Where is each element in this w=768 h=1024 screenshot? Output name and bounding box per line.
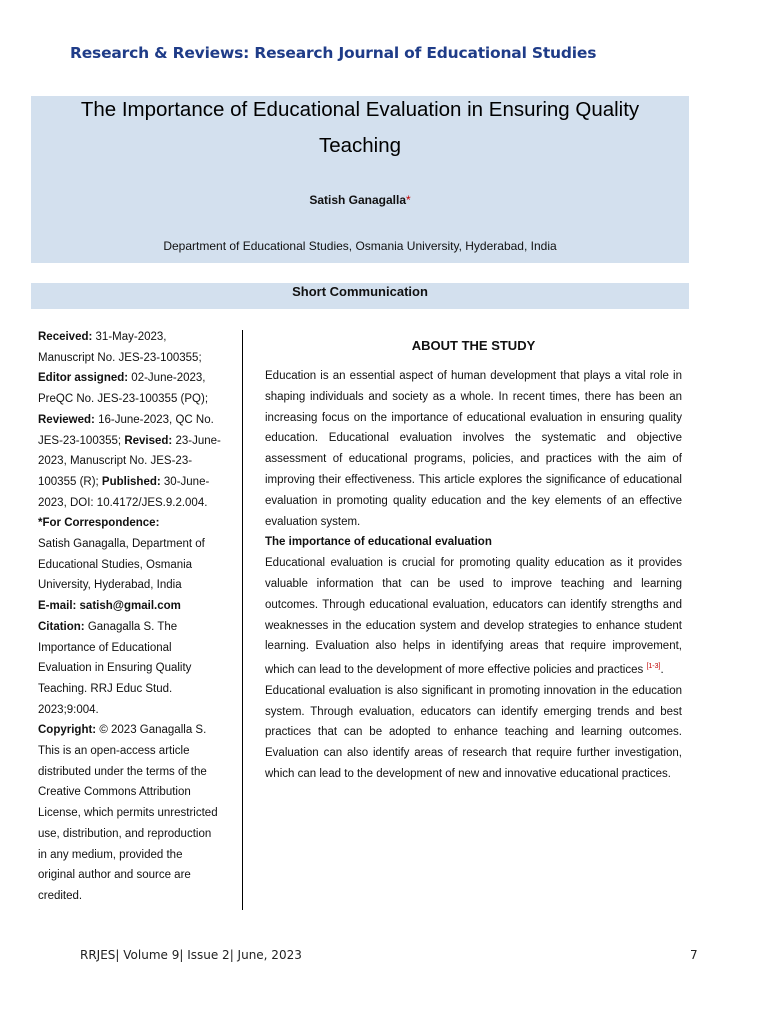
paragraph-innovation: Educational evaluation is also significant in promoting innovation in the education system. Through evaluation, educators can identify emerging trends and best practices that can be adopted to enhance teaching and learning outcomes. Evaluation can also identify areas of research that require further investigation, which can lead to the development of new and innovative educational practices. bbox=[265, 684, 682, 780]
metadata-text: Satish Ganagalla, Department of bbox=[38, 538, 205, 551]
metadata-text: original author and source are bbox=[38, 869, 191, 882]
metadata-row bbox=[38, 865, 234, 886]
paragraph-importance-end: . bbox=[660, 663, 664, 676]
metadata-row bbox=[38, 700, 234, 721]
metadata-label: Copyright: bbox=[38, 724, 97, 737]
paragraph-importance-text: Educational evaluation is crucial for promoting quality education as it provides valuable information that can be used to improve teaching and learning outcomes. Through educational evaluation, educators can identify strengths and weaknesses in the education system and develop strategies to enhance student learning. Evaluation also helps in identifying areas that require improvement, which can lead to the development of more effective policies and practices bbox=[265, 557, 682, 676]
metadata-label: Published: bbox=[98, 475, 161, 488]
metadata-row bbox=[38, 575, 234, 596]
metadata-text: 2023, Manuscript No. JES-23- bbox=[38, 455, 193, 468]
metadata-text: JES-23-100355; bbox=[38, 434, 122, 447]
page-number: 7 bbox=[690, 948, 698, 962]
metadata-row bbox=[38, 782, 234, 803]
journal-name: Research & Reviews: Research Journal of Educational Studies bbox=[70, 44, 597, 62]
metadata-text: PreQC No. JES-23-100355 (PQ); bbox=[38, 393, 209, 406]
metadata-text: 2023;9:004. bbox=[38, 703, 99, 716]
metadata-text: 02-June-2023, bbox=[128, 372, 206, 385]
metadata-label: Revised: bbox=[121, 434, 173, 447]
metadata-row bbox=[38, 327, 234, 348]
article-metadata bbox=[38, 327, 234, 907]
metadata-text: 2023, DOI: 10.4172/JES.9.2.004. bbox=[38, 496, 208, 509]
metadata-row bbox=[38, 596, 234, 617]
metadata-row bbox=[38, 513, 234, 534]
title-block bbox=[31, 96, 689, 263]
metadata-row bbox=[38, 679, 234, 700]
metadata-row bbox=[38, 824, 234, 845]
correspondence-mark[interactable]: * bbox=[406, 193, 411, 207]
article-body bbox=[265, 336, 682, 785]
article-type-banner bbox=[31, 283, 689, 309]
metadata-row bbox=[38, 638, 234, 659]
metadata-text: in any medium, provided the bbox=[38, 848, 183, 861]
metadata-text: University, Hyderabad, India bbox=[38, 579, 182, 592]
metadata-label: Reviewed: bbox=[38, 413, 95, 426]
author-name: Satish Ganagalla bbox=[309, 193, 407, 207]
article-title-line-2: Teaching bbox=[318, 134, 402, 157]
metadata-row bbox=[38, 493, 234, 514]
subsection-heading: The importance of educational evaluation bbox=[265, 536, 492, 549]
metadata-text: Manuscript No. JES-23-100355; bbox=[38, 351, 202, 364]
paragraph-importance bbox=[265, 553, 682, 681]
metadata-row bbox=[38, 720, 234, 741]
metadata-text: License, which permits unrestricted bbox=[38, 807, 218, 820]
metadata-text: credited. bbox=[38, 889, 83, 902]
metadata-text: 23-June- bbox=[172, 434, 221, 447]
metadata-row bbox=[38, 762, 234, 783]
metadata-row bbox=[38, 368, 234, 389]
metadata-row bbox=[38, 534, 234, 555]
metadata-row bbox=[38, 845, 234, 866]
article-type: Short Communication bbox=[292, 284, 428, 299]
metadata-text: 31-May-2023, bbox=[92, 331, 167, 343]
section-heading: ABOUT THE STUDY bbox=[411, 338, 536, 353]
metadata-row bbox=[38, 451, 234, 472]
metadata-row bbox=[38, 803, 234, 824]
column-divider bbox=[242, 330, 243, 910]
metadata-row bbox=[38, 389, 234, 410]
metadata-text: Ganagalla S. The bbox=[84, 620, 178, 633]
metadata-text: 100355 (R); bbox=[38, 475, 99, 488]
metadata-label: Received: bbox=[38, 331, 93, 343]
metadata-text: Teaching. RRJ Educ Stud. bbox=[38, 682, 173, 695]
metadata-text: Creative Commons Attribution bbox=[38, 786, 191, 799]
metadata-label: E-mail: satish@gmail.com bbox=[38, 600, 181, 613]
article-title-line-1: The Importance of Educational Evaluation in Ensuring Quality bbox=[80, 98, 640, 121]
paragraph-intro: Education is an essential aspect of human development that plays a vital role in shaping individuals and society as a whole. In recent times, there has been an increasing focus on the importance of educational evaluation in ensuring quality education. Educational evaluation involves the systematic and objective assessment of educational programs, policies, and practices with the aim of improving their effectiveness. This article explores the significance of educational evaluation in promoting quality education and the key elements of an effective evaluation system. bbox=[265, 370, 682, 528]
metadata-text: distributed under the terms of the bbox=[38, 765, 207, 778]
metadata-row bbox=[38, 617, 234, 638]
metadata-text: 30-June- bbox=[160, 475, 210, 488]
footer-issue-info: RRJES| Volume 9| Issue 2| June, 2023 bbox=[80, 948, 302, 962]
metadata-text: 16-June-2023, QC No. bbox=[94, 413, 214, 426]
metadata-text: © 2023 Ganagalla S. bbox=[96, 724, 207, 737]
metadata-row bbox=[38, 658, 234, 679]
metadata-label: Citation: bbox=[38, 620, 85, 633]
citation-link[interactable]: [1-3] bbox=[646, 663, 661, 671]
affiliation: Department of Educational Studies, Osmania University, Hyderabad, India bbox=[163, 239, 557, 253]
metadata-row bbox=[38, 472, 234, 493]
metadata-row bbox=[38, 431, 234, 452]
metadata-row bbox=[38, 741, 234, 762]
metadata-row bbox=[38, 410, 234, 431]
metadata-label: Editor assigned: bbox=[38, 372, 129, 385]
metadata-text: use, distribution, and reproduction bbox=[38, 827, 212, 840]
metadata-row bbox=[38, 555, 234, 576]
metadata-label: *For Correspondence: bbox=[38, 517, 160, 530]
metadata-text: Evaluation in Ensuring Quality bbox=[38, 662, 192, 675]
metadata-text: Importance of Educational bbox=[38, 641, 172, 654]
metadata-row bbox=[38, 348, 234, 369]
author-line bbox=[31, 193, 689, 207]
metadata-text: Educational Studies, Osmania bbox=[38, 558, 193, 571]
metadata-row bbox=[38, 886, 234, 907]
metadata-text: This is an open-access article bbox=[38, 745, 190, 758]
